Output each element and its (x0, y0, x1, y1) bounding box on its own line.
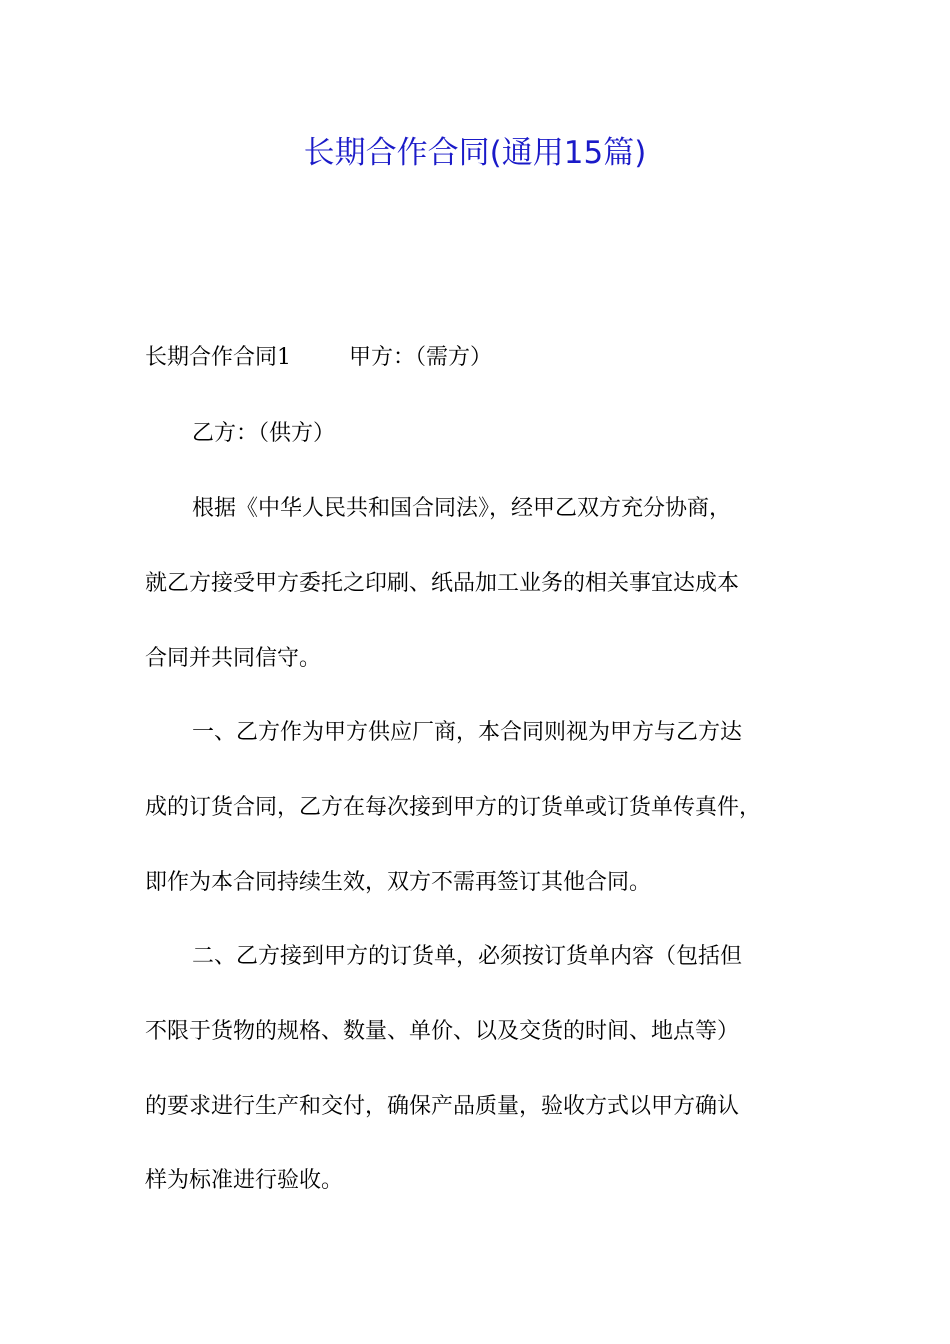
paragraph-line: 样为标准进行验收。 (145, 1168, 344, 1193)
document-title: 长期合作合同(通用15篇) (303, 135, 647, 171)
contract-heading-line (145, 343, 492, 373)
paragraph-line: 的要求进行生产和交付，确保产品质量，验收方式以甲方确认 (145, 1094, 740, 1119)
paragraph-line: 一、乙方作为甲方供应厂商，本合同则视为甲方与乙方达 (192, 720, 743, 745)
paragraph-line: 就乙方接受甲方委托之印刷、纸品加工业务的相关事宜达成本 (145, 571, 740, 596)
contract-number-label: 长期合作合同1 (145, 345, 291, 370)
paragraph-line: 成的订货合同，乙方在每次接到甲方的订货单或订货单传真件， (145, 795, 762, 820)
paragraph-line: 即作为本合同持续生效，双方不需再签订其他合同。 (145, 870, 652, 895)
paragraph-line: 不限于货物的规格、数量、单价、以及交货的时间、地点等） (145, 1019, 740, 1044)
paragraph-line: 二、乙方接到甲方的订货单，必须按订货单内容（包括但 (192, 944, 743, 969)
party-b-line: 乙方：（供方） (192, 421, 336, 446)
paragraph-line: 根据《中华人民共和国合同法》，经甲乙双方充分协商， (192, 496, 732, 521)
paragraph-line: 合同并共同信守。 (145, 646, 322, 671)
party-a-label: 甲方：（需方） (349, 345, 493, 370)
